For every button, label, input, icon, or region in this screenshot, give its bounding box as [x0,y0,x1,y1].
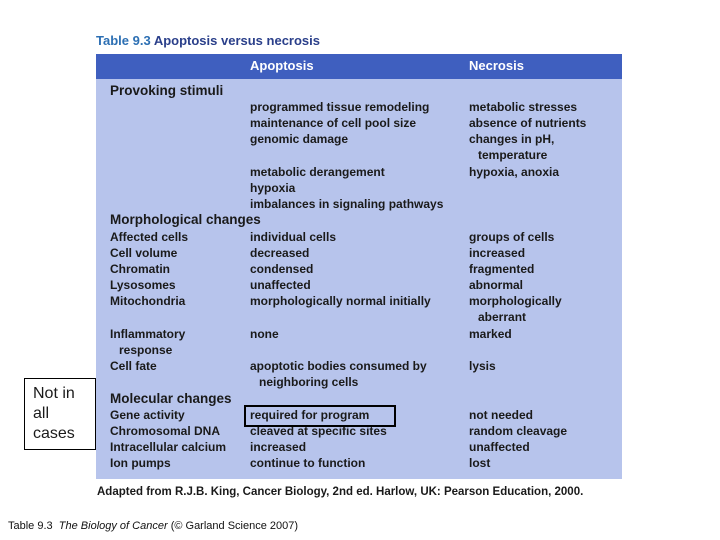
table-number: Table 9.3 [96,33,151,48]
stimulus-apoptosis: programmed tissue remodeling [250,100,430,114]
mol-row-necrosis: unaffected [469,440,530,454]
gene-activity-highlight-box [244,405,396,427]
mol-row-necrosis: lost [469,456,491,470]
stimulus-necrosis: temperature [478,148,548,162]
morph-row-necrosis: abnormal [469,278,524,292]
stimulus-apoptosis: hypoxia [250,181,296,195]
morph-row-apoptosis: apoptotic bodies consumed by [250,359,427,373]
morph-row-label: Cell fate [110,359,157,373]
callout-line: all [33,405,50,422]
stimulus-apoptosis: genomic damage [250,132,349,146]
section-morphological-changes: Morphological changes [110,212,261,227]
mol-row-necrosis: not needed [469,408,534,422]
morph-row-necrosis: morphologically [469,294,562,308]
header-necrosis: Necrosis [469,58,524,73]
morph-row-apoptosis: morphologically normal initially [250,294,431,308]
morph-row-label: Mitochondria [110,294,186,308]
table-title [96,33,320,48]
mol-row-apoptosis: continue to function [250,456,366,470]
stimulus-necrosis: metabolic stresses [469,100,578,114]
mol-row-label: Gene activity [110,408,185,422]
header-apoptosis: Apoptosis [250,58,314,73]
morph-row-necrosis: increased [469,246,526,260]
morph-row-necrosis: marked [469,327,512,341]
morph-row-necrosis: fragmented [469,262,535,276]
morph-row-apoptosis: condensed [250,262,314,276]
morph-row-apoptosis: neighboring cells [259,375,359,389]
caption-suffix: (© Garland Science 2007) [170,520,299,532]
table-header-bar [96,54,622,79]
stimulus-necrosis: absence of nutrients [469,116,587,130]
stimulus-apoptosis: metabolic derangement [250,165,385,179]
stimulus-apoptosis: maintenance of cell pool size [250,116,417,130]
morph-row-necrosis: aberrant [478,310,527,324]
morph-row-necrosis: lysis [469,359,496,373]
not-in-all-cases-callout [24,378,96,450]
source-credit: Adapted from R.J.B. King, Cancer Biology, 2nd ed. Harlow, UK: Pearson Education, 2000. [97,486,584,498]
mol-row-apoptosis: increased [250,440,307,454]
morph-row-label: Chromatin [110,262,170,276]
morph-row-label: Cell volume [110,246,178,260]
morph-row-apoptosis: decreased [250,246,310,260]
caption-prefix: Table 9.3 [8,520,53,532]
section-molecular-changes: Molecular changes [110,391,232,406]
morph-row-label: Inflammatory [110,327,186,341]
stimulus-necrosis: changes in pH, [469,132,555,146]
mol-row-label: Intracellular calcium [110,440,227,454]
morph-row-apoptosis: individual cells [250,230,337,244]
morph-row-label: Affected cells [110,230,189,244]
morph-row-apoptosis: unaffected [250,278,311,292]
mol-row-label: Chromosomal DNA [110,424,221,438]
callout-line: Not in [33,385,75,402]
section-provoking-stimuli: Provoking stimuli [110,83,224,98]
callout-line: cases [33,425,75,442]
mol-row-necrosis: random cleavage [469,424,568,438]
slide-caption [8,520,298,532]
morph-row-label: Lysosomes [110,278,176,292]
morph-row-necrosis: groups of cells [469,230,555,244]
mol-row-apoptosis: required for program [250,408,370,422]
morph-row-apoptosis: none [250,327,279,341]
mol-row-label: Ion pumps [110,456,171,470]
stimulus-necrosis: hypoxia, anoxia [469,165,560,179]
mol-row-apoptosis: cleaved at specific sites [250,424,387,438]
morph-row-label: response [119,343,173,357]
table-title-text: Apoptosis versus necrosis [153,33,320,48]
caption-book-title: The Biology of Cancer [58,520,168,532]
stimulus-apoptosis: imbalances in signaling pathways [250,197,444,211]
